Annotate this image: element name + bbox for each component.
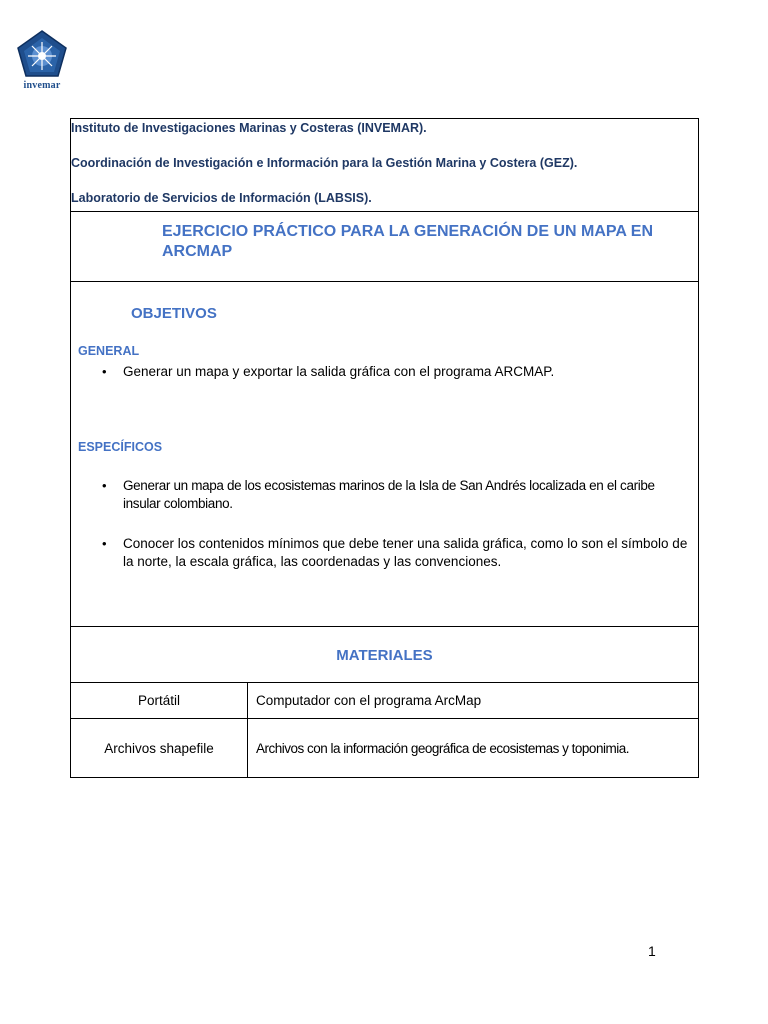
objectives-heading: OBJETIVOS [131, 305, 217, 322]
institution-header [71, 119, 698, 212]
objectives-section [71, 282, 698, 627]
material-item: Portátil [71, 683, 248, 718]
material-description: Archivos con la información geográfica de ecosistemas y toponimia. [256, 740, 629, 756]
institution-line: Instituto de Investigaciones Marinas y Costeras (INVEMAR). [71, 121, 427, 135]
general-objective-text: Generar un mapa y exportar la salida gráfica con el programa ARCMAP. [123, 364, 555, 379]
specific-objective-text: Generar un mapa de los ecosistemas marinos de la Isla de San Andrés localizada en el caribe insular colombiano. [123, 478, 655, 511]
general-heading: GENERAL [78, 344, 140, 358]
title-row [71, 212, 698, 282]
materials-heading-row [71, 627, 698, 683]
coordination-line: Coordinación de Investigación e Información para la Gestión Marina y Costera (GEZ). [71, 156, 578, 170]
list-item [102, 477, 693, 513]
bullet-icon: • [102, 536, 107, 551]
material-description: Computador con el programa ArcMap [256, 693, 482, 708]
bullet-icon: • [102, 364, 107, 379]
document-table [70, 118, 699, 778]
list-item [102, 363, 693, 381]
material-item: Archivos shapefile [71, 719, 248, 777]
table-row [71, 683, 698, 719]
specific-heading: ESPECÍFICOS [78, 440, 163, 454]
document-title: EJERCICIO PRÁCTICO PARA LA GENERACIÓN DE UN MAPA EN ARCMAP [162, 223, 653, 260]
list-item [102, 535, 693, 571]
page-number: 1 [648, 943, 656, 959]
table-row [71, 719, 698, 777]
materials-heading: MATERIALES [336, 647, 433, 664]
laboratory-line: Laboratorio de Servicios de Información (LABSIS). [71, 191, 372, 205]
bullet-icon: • [102, 478, 107, 493]
specific-objective-text: Conocer los contenidos mínimos que debe tener una salida gráfica, como lo son el símbolo de la norte, la escala gráfica, las coordenadas y las convenciones. [123, 536, 688, 569]
logo-text: invemar [23, 80, 61, 91]
